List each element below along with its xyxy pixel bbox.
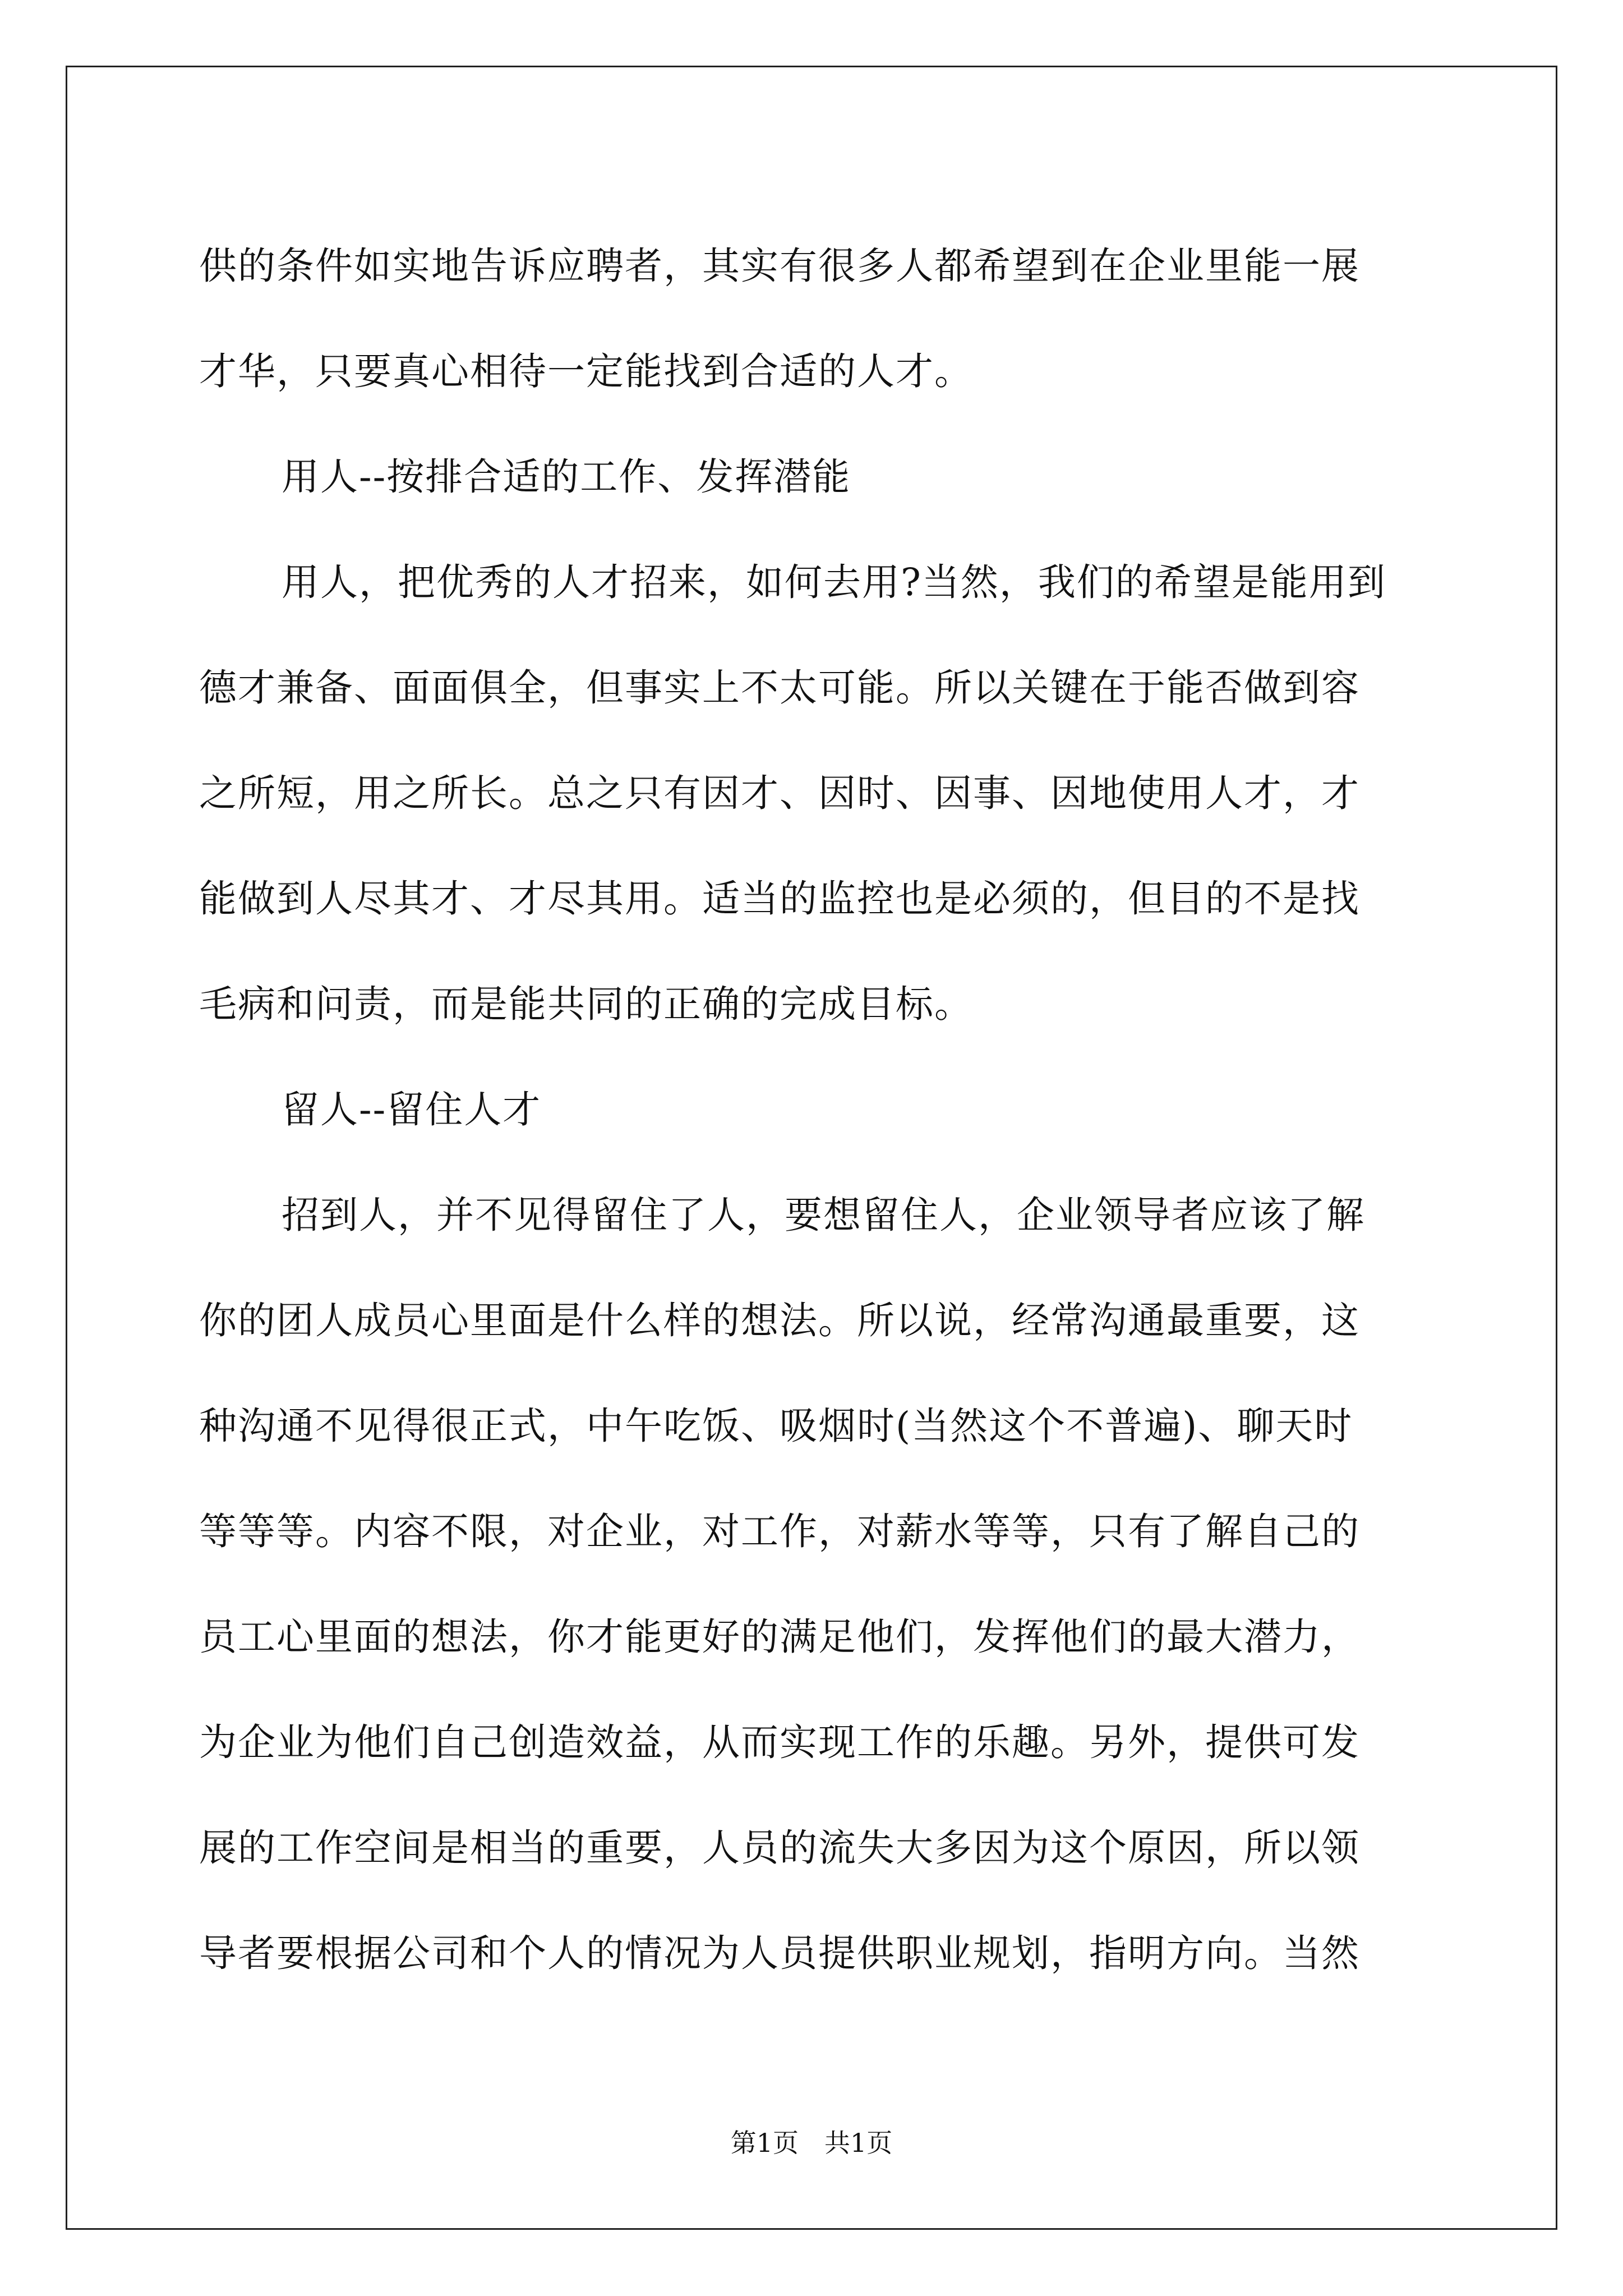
section-heading: 留人--留住人才 [282,1088,542,1131]
text-line: 供的条件如实地告诉应聘者，其实有很多人都希望到在企业里能一展 [199,244,1360,288]
page-footer: 第1页 共1页 [730,2128,893,2158]
text-line: 种沟通不见得很正式，中午吃饭、吸烟时(当然这个不普遍)、聊天时 [199,1404,1353,1448]
text-line: 之所短，用之所长。总之只有因才、因时、因事、因地使用人才，才 [199,771,1360,815]
text-line: 招到人，并不见得留住了人，要想留住人，企业领导者应该了解 [282,1193,1365,1237]
text-line: 用人，把优秀的人才招来，如何去用?当然，我们的希望是能用到 [282,560,1386,604]
text-line: 为企业为他们自己创造效益，从而实现工作的乐趣。另外，提供可发 [199,1720,1360,1764]
text-line: 能做到人尽其才、才尽其用。适当的监控也是必须的，但目的不是找 [199,877,1360,921]
section-heading: 用人--按排合适的工作、发挥潜能 [282,455,851,499]
text-line: 等等等。内容不限，对企业，对工作，对薪水等等，只有了解自己的 [199,1510,1360,1553]
text-line: 德才兼备、面面俱全，但事实上不太可能。所以关键在于能否做到容 [199,666,1360,710]
text-line: 毛病和问责，而是能共同的正确的完成目标。 [199,982,973,1026]
text-line: 才华，只要真心相待一定能找到合适的人才。 [199,349,973,393]
text-line: 导者要根据公司和个人的情况为人员提供职业规划，指明方向。当然 [199,1931,1360,1975]
text-line: 展的工作空间是相当的重要，人员的流失大多因为这个原因，所以领 [199,1826,1360,1870]
text-line: 员工心里面的想法，你才能更好的满足他们，发挥他们的最大潜力， [199,1615,1360,1659]
text-line: 你的团人成员心里面是什么样的想法。所以说，经常沟通最重要，这 [199,1299,1360,1342]
document-body [199,213,1431,2006]
